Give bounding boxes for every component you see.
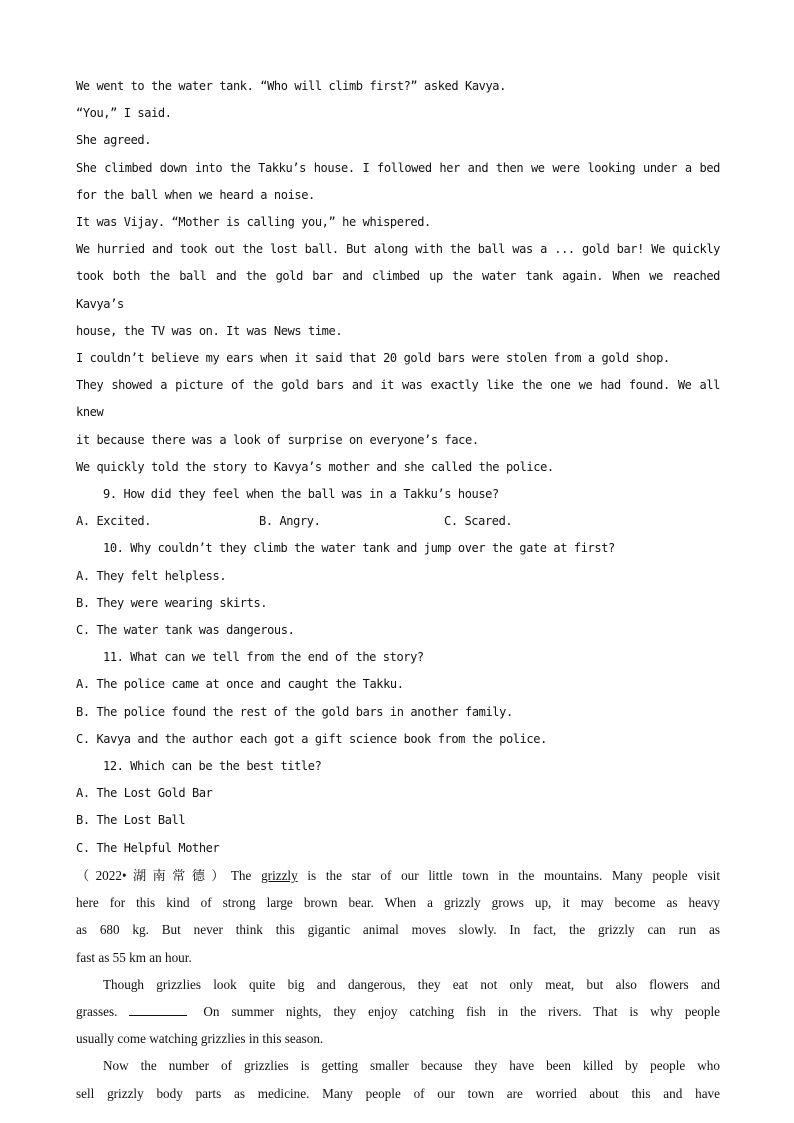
option-b: B. They were wearing skirts. <box>76 595 268 610</box>
passage-line: usually come watching grizzlies in this season. <box>76 1031 324 1047</box>
story-paragraph: She agreed. <box>76 133 152 148</box>
underlined-word: grizzly <box>261 867 298 883</box>
option-b: B. The police found the rest of the gold bars in another family. <box>76 704 513 719</box>
story-paragraph: We quickly told the story to Kavya’s mother and she called the police. <box>76 459 554 474</box>
story-paragraph: “You,” I said. <box>76 106 172 121</box>
option-c: C. The Helpful Mother <box>76 840 220 855</box>
source-tag: （2022•湖南常德） <box>76 867 231 883</box>
question-stem: 10. Why couldn’t they climb the water tank and jump over the gate at first? <box>103 541 615 556</box>
passage-line: sell grizzly body parts as medicine. Many people of our town are worried about this and have <box>76 1085 720 1101</box>
option-c: C. Scared. <box>444 514 513 529</box>
option-c: C. The water tank was dangerous. <box>76 623 295 638</box>
passage-line: Though grizzlies look quite big and dangerous, they eat not only meat, but also flowers and <box>103 976 720 992</box>
passage-line: （2022•湖南常德）The grizzly is the star of our little town in the mountains. Many people visit <box>76 867 720 883</box>
story-paragraph: We hurried and took out the lost ball. But along with the ball was a ... gold bar! We quickly <box>76 242 720 257</box>
passage-line: grasses. On summer nights, they enjoy catching fish in the rivers. That is why people <box>76 1003 721 1019</box>
story-paragraph: They showed a picture of the gold bars and it was exactly like the one we had found. We all knew <box>76 378 720 420</box>
passage-line: Now the number of grizzlies is getting smaller because they have been killed by people who <box>103 1058 720 1074</box>
option-a: A. They felt helpless. <box>76 568 227 583</box>
passage-line: as 680 kg. But never think this gigantic animal moves slowly. In fact, the grizzly can run as <box>76 922 720 938</box>
question-stem: 11. What can we tell from the end of the story? <box>103 650 424 665</box>
option-a: A. The Lost Gold Bar <box>76 786 213 801</box>
question-options <box>76 508 720 535</box>
option-a: A. Excited. <box>76 514 152 529</box>
story-paragraph: house, the TV was on. It was News time. <box>76 323 343 338</box>
option-a: A. The police came at once and caught the Takku. <box>76 677 404 692</box>
option-c: C. Kavya and the author each got a gift science book from the police. <box>76 731 547 746</box>
story-paragraph: took both the ball and the gold bar and climbed up the water tank again. When we reached Kavya’s <box>76 269 720 311</box>
answer-blank <box>129 1004 187 1016</box>
story-paragraph: It was Vijay. “Mother is calling you,” he whispered. <box>76 215 431 230</box>
question-stem: 9. How did they feel when the ball was in a Takku’s house? <box>103 487 499 502</box>
passage-line: fast as 55 km an hour. <box>76 949 192 965</box>
story-paragraph: I couldn’t believe my ears when it said that 20 gold bars were stolen from a gold shop. <box>76 351 670 366</box>
story-paragraph: She climbed down into the Takku’s house. I followed her and then we were looking under a bed <box>76 160 720 175</box>
document-page <box>76 73 720 1107</box>
question-stem: 12. Which can be the best title? <box>103 759 322 774</box>
option-b: B. The Lost Ball <box>76 813 186 828</box>
story-paragraph: it because there was a look of surprise on everyone’s face. <box>76 432 479 447</box>
passage-line: here for this kind of strong large brown bear. When a grizzly grows up, it may become as heavy <box>76 895 720 911</box>
story-paragraph: for the ball when we heard a noise. <box>76 187 315 202</box>
story-paragraph: We went to the water tank. “Who will climb first?” asked Kavya. <box>76 79 506 93</box>
option-b: B. Angry. <box>259 514 321 529</box>
